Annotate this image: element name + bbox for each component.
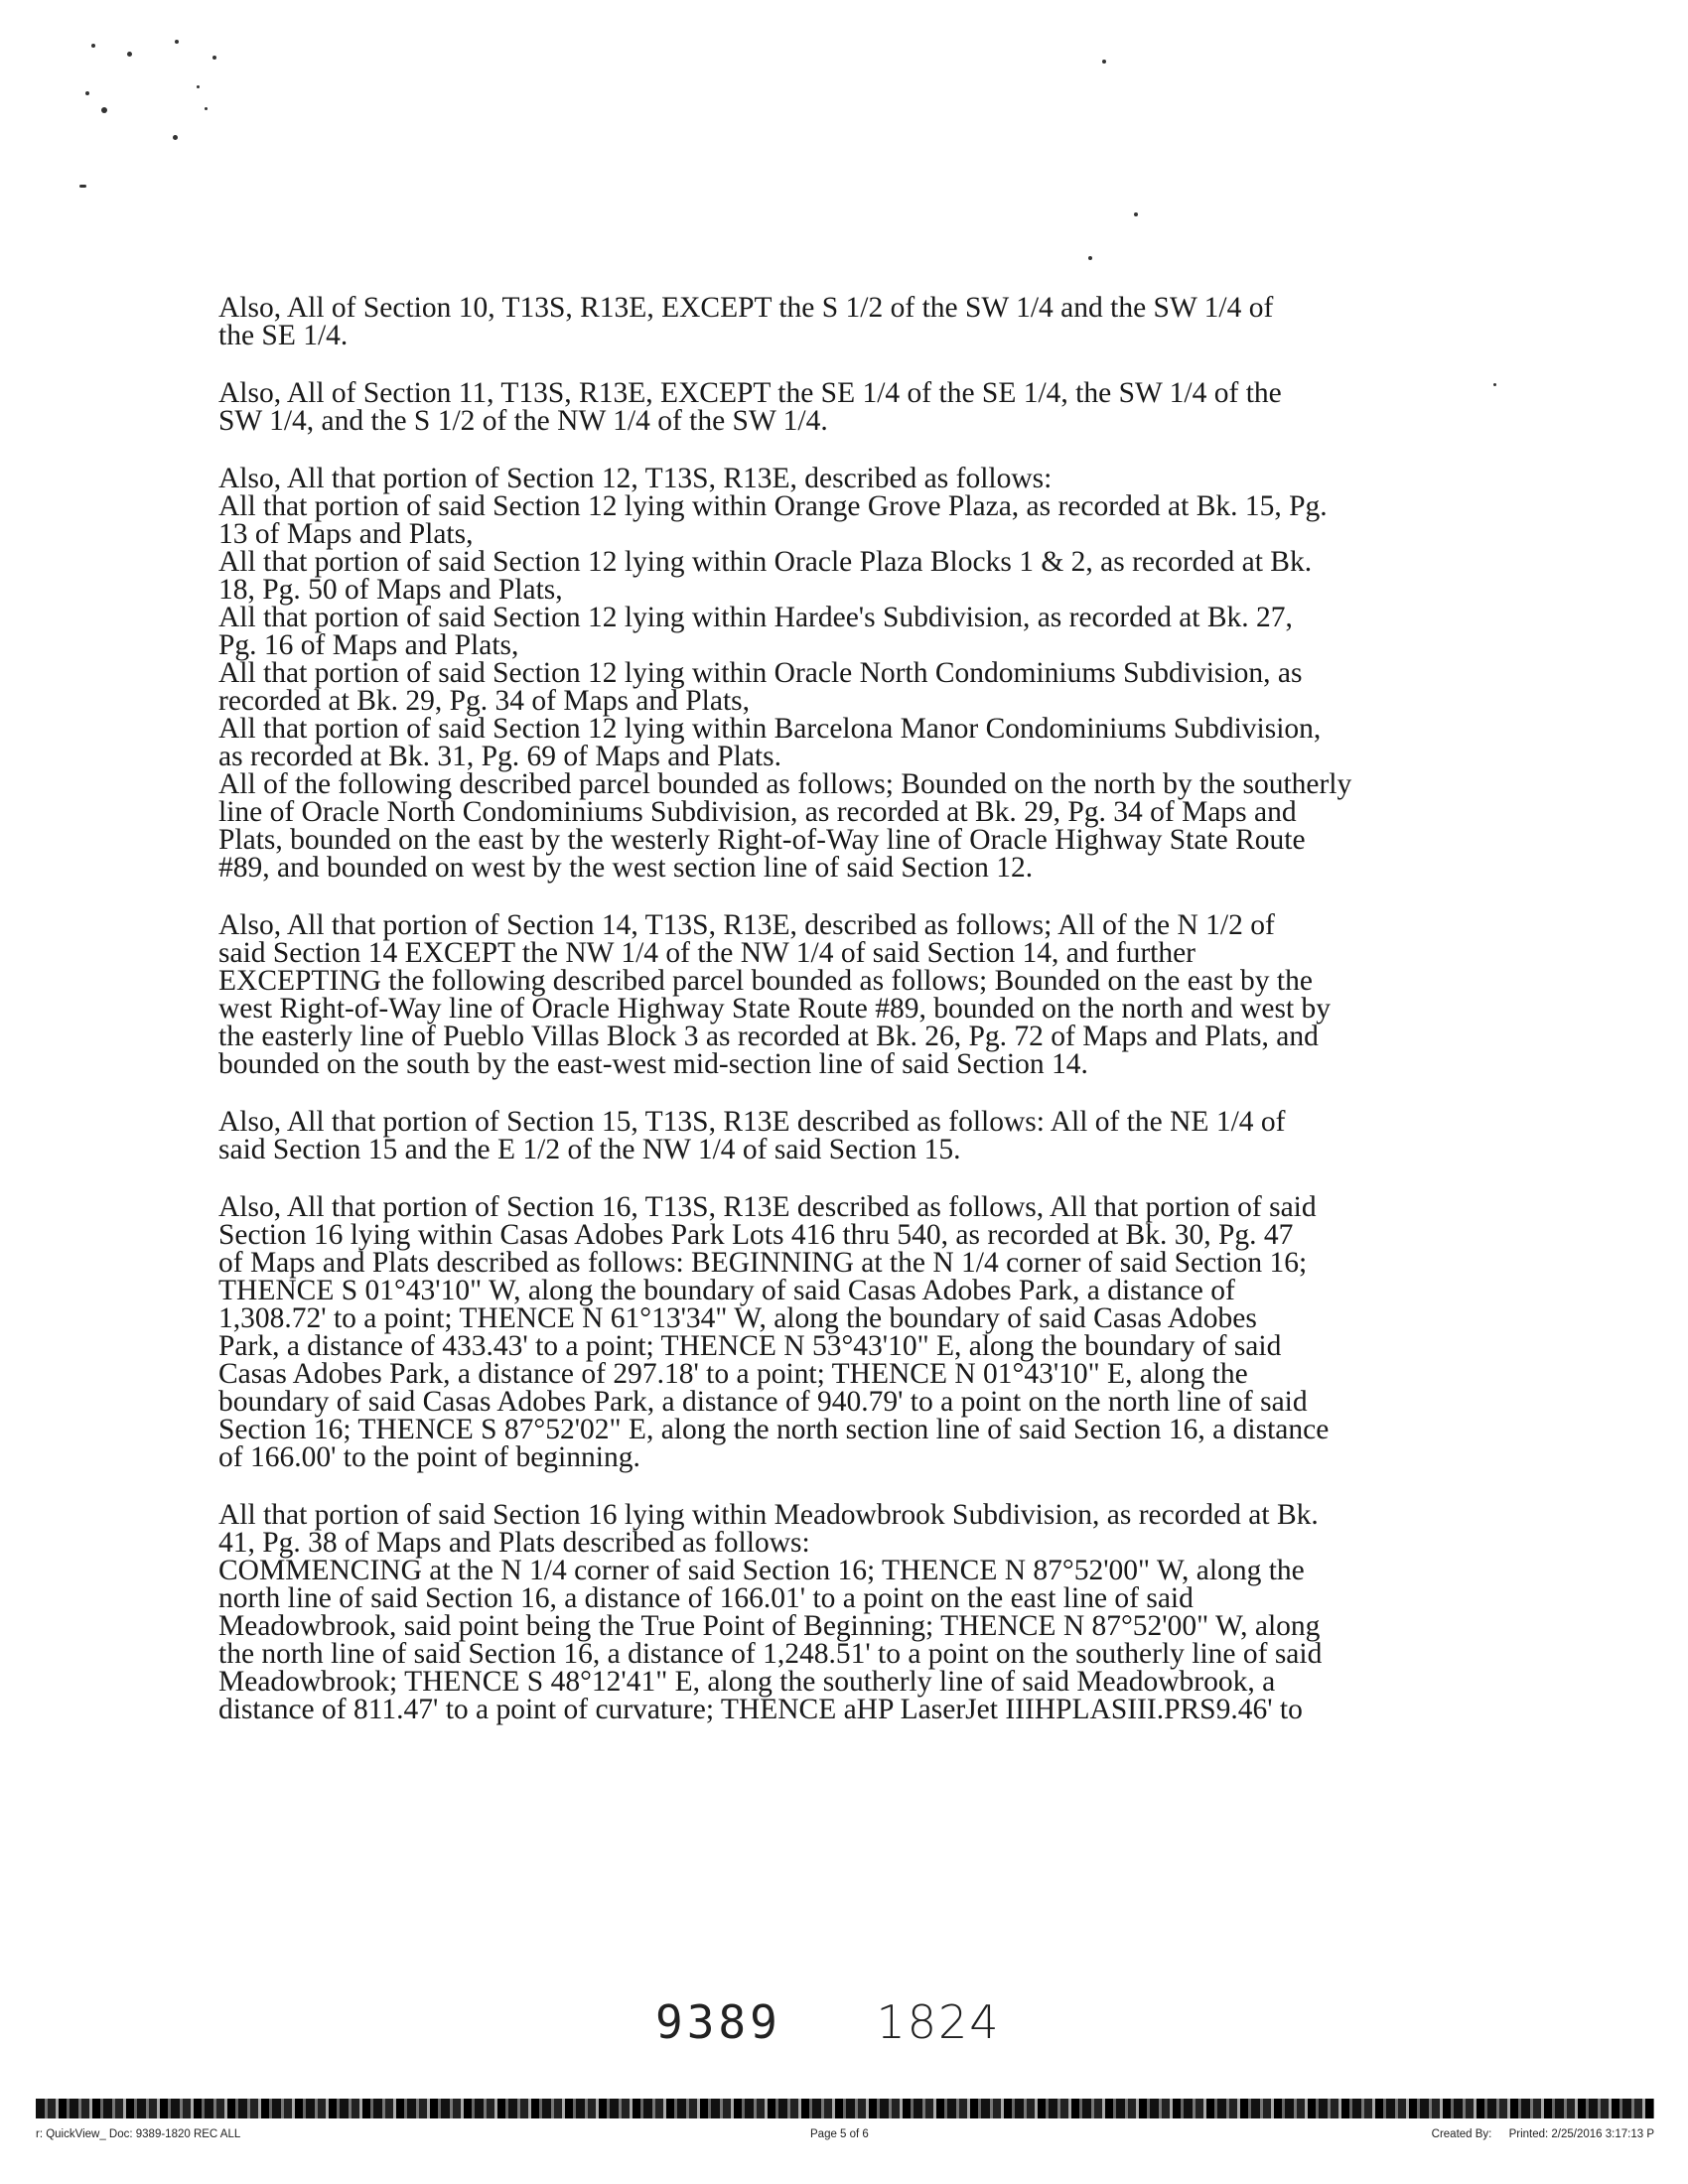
text-line: Section 16 lying within Casas Adobes Park Lots 416 thru 540, as recorded at Bk. 30, Pg. 47 <box>218 1219 1294 1251</box>
text-line: Also, All of Section 10, T13S, R13E, EXCEPT the S 1/2 of the SW 1/4 and the SW 1/4 of <box>218 292 1274 324</box>
footer-print-info <box>1418 2128 1654 2140</box>
footer-printed-date: Printed: 2/25/2016 3:17:13 P <box>1508 2128 1654 2140</box>
text-line: SW 1/4, and the S 1/2 of the NW 1/4 of the SW 1/4. <box>218 405 828 437</box>
paragraph <box>218 1501 1487 1723</box>
text-line: said Section 15 and the E 1/2 of the NW 1/4 of said Section 15. <box>218 1134 961 1165</box>
text-line: Also, All of Section 11, T13S, R13E, EXCEPT the SE 1/4 of the SE 1/4, the SW 1/4 of the <box>218 377 1282 409</box>
paragraph <box>218 1108 1487 1163</box>
text-line: Also, All that portion of Section 15, T13S, R13E described as follows: All of the NE 1/4 of <box>218 1106 1286 1138</box>
text-line: COMMENCING at the N 1/4 corner of said Section 16; THENCE N 87°52'00" W, along the <box>218 1555 1305 1586</box>
scan-barcode-strip <box>36 2099 1654 2118</box>
print-footer <box>36 2128 1654 2148</box>
text-line: All that portion of said Section 12 lying within Oracle Plaza Blocks 1 & 2, as recorded at Bk. <box>218 546 1313 578</box>
text-line: Plats, bounded on the east by the westerly Right-of-Way line of Oracle Highway State Route <box>218 824 1306 856</box>
text-line: said Section 14 EXCEPT the NW 1/4 of the NW 1/4 of said Section 14, and further <box>218 937 1196 969</box>
text-line: Meadowbrook; THENCE S 48°12'41" E, along the southerly line of said Meadowbrook, a <box>218 1666 1276 1698</box>
text-line: 18, Pg. 50 of Maps and Plats, <box>218 574 563 606</box>
text-line: bounded on the south by the east-west mid-section line of said Section 14. <box>218 1048 1088 1080</box>
text-line: THENCE S 01°43'10" W, along the boundary of said Casas Adobes Park, a distance of <box>218 1275 1235 1306</box>
footer-created-by: Created By: <box>1431 2128 1492 2140</box>
text-line: 1,308.72' to a point; THENCE N 61°13'34" W, along the boundary of said Casas Adobes <box>218 1302 1257 1334</box>
text-line: All of the following described parcel bounded as follows; Bounded on the north by the southerly <box>218 768 1352 800</box>
text-line: boundary of said Casas Adobes Park, a distance of 940.79' to a point on the north line of said <box>218 1386 1308 1418</box>
text-line: Section 16; THENCE S 87°52'02" E, along the north section line of said Section 16, a distance <box>218 1414 1330 1445</box>
paragraph <box>218 465 1487 882</box>
book-number: 9389 <box>655 1995 781 2049</box>
text-line: Casas Adobes Park, a distance of 297.18' to a point; THENCE N 01°43'10" E, along the <box>218 1358 1248 1390</box>
legal-description-text <box>218 294 1487 1753</box>
book-page-stamp <box>655 1995 1001 2049</box>
text-line: 13 of Maps and Plats, <box>218 518 474 550</box>
text-line: All that portion of said Section 12 lying within Barcelona Manor Condominiums Subdivision, <box>218 713 1322 745</box>
text-line: of 166.00' to the point of beginning. <box>218 1441 640 1473</box>
text-line: All that portion of said Section 16 lying within Meadowbrook Subdivision, as recorded at Bk. <box>218 1499 1319 1531</box>
text-line: Also, All that portion of Section 14, T13S, R13E, described as follows; All of the N 1/2 of <box>218 909 1275 941</box>
footer-page-count: Page 5 of 6 <box>810 2128 869 2140</box>
text-line: Park, a distance of 433.43' to a point; THENCE N 53°43'10" E, along the boundary of said <box>218 1330 1282 1362</box>
text-line: Also, All that portion of Section 12, T13S, R13E, described as follows: <box>218 463 1053 494</box>
text-line: the easterly line of Pueblo Villas Block 3 as recorded at Bk. 26, Pg. 72 of Maps and Plats, and <box>218 1021 1319 1052</box>
text-line: the north line of said Section 16, a distance of 1,248.51' to a point on the southerly line of said <box>218 1638 1323 1670</box>
text-line: recorded at Bk. 29, Pg. 34 of Maps and Plats, <box>218 685 751 717</box>
text-line: the SE 1/4. <box>218 320 349 351</box>
text-line: north line of said Section 16, a distance of 166.01' to a point on the east line of said <box>218 1582 1194 1614</box>
text-line: Meadowbrook, said point being the True Point of Beginning; THENCE N 87°52'00" W, along <box>218 1610 1321 1642</box>
paragraph <box>218 379 1487 435</box>
paragraph <box>218 294 1487 349</box>
paragraph <box>218 1193 1487 1471</box>
text-line: All that portion of said Section 12 lying within Oracle North Condominiums Subdivision, as <box>218 657 1303 689</box>
text-line: #89, and bounded on west by the west section line of said Section 12. <box>218 852 1034 884</box>
text-line: line of Oracle North Condominiums Subdivision, as recorded at Bk. 29, Pg. 34 of Maps and <box>218 796 1297 828</box>
text-line: as recorded at Bk. 31, Pg. 69 of Maps and Plats. <box>218 741 781 772</box>
text-line: west Right-of-Way line of Oracle Highway State Route #89, bounded on the north and west by <box>218 993 1332 1024</box>
paragraph <box>218 911 1487 1078</box>
text-line: Pg. 16 of Maps and Plats, <box>218 629 519 661</box>
text-line: of Maps and Plats described as follows: BEGINNING at the N 1/4 corner of said Section 16; <box>218 1247 1308 1279</box>
page-number-stamp: 1824 <box>876 1995 1001 2049</box>
text-line: Also, All that portion of Section 16, T13S, R13E described as follows, All that portion of said <box>218 1191 1317 1223</box>
footer-doc-info: r: QuickView_ Doc: 9389-1820 REC ALL <box>36 2128 241 2140</box>
text-line: distance of 811.47' to a point of curvature; THENCE aHP LaserJet IIIHPLASIII.PRS9.46' to <box>218 1694 1303 1725</box>
text-line: EXCEPTING the following described parcel bounded as follows; Bounded on the east by the <box>218 965 1313 997</box>
text-line: All that portion of said Section 12 lying within Hardee's Subdivision, as recorded at Bk. 27, <box>218 602 1293 633</box>
text-line: 41, Pg. 38 of Maps and Plats described as follows: <box>218 1527 810 1559</box>
text-line: All that portion of said Section 12 lying within Orange Grove Plaza, as recorded at Bk. 15, Pg. <box>218 490 1328 522</box>
